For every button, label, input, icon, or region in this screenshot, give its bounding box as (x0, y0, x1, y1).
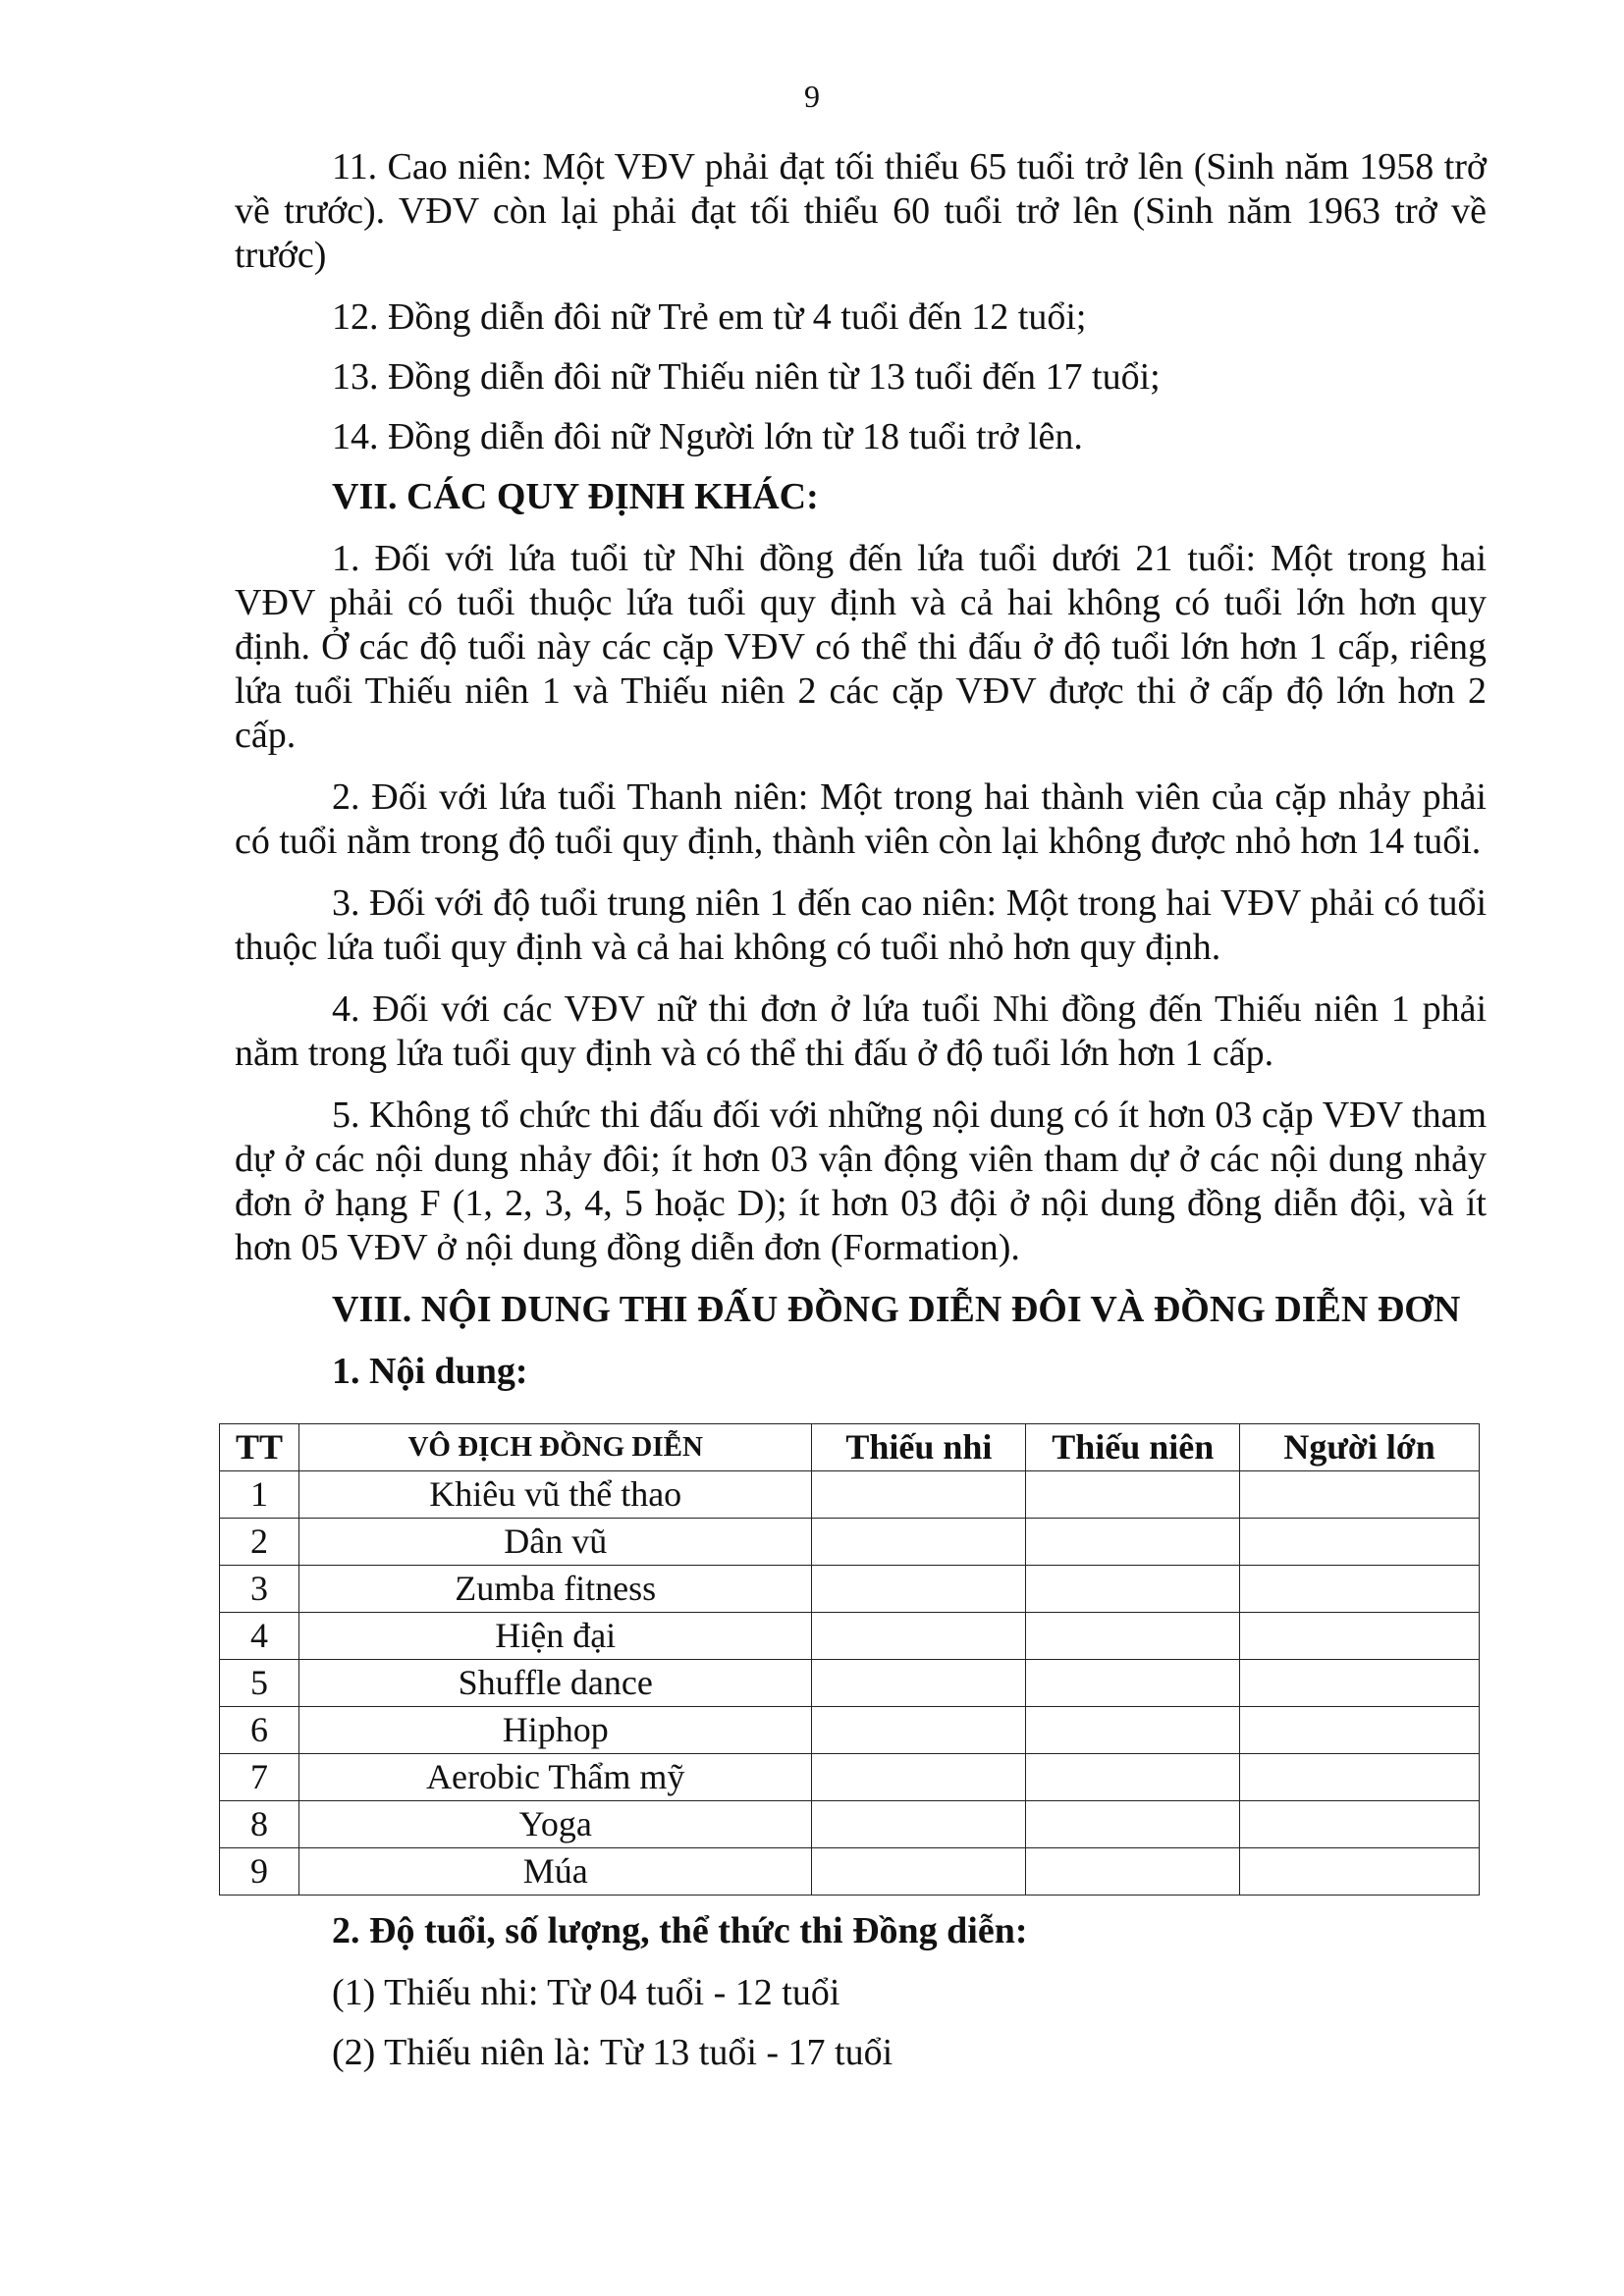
event-name: Shuffle dance (298, 1660, 812, 1707)
event-name: Múa (298, 1848, 812, 1896)
section-viii-sub2: 2. Độ tuổi, số lượng, thể thức thi Đồng diễn: (332, 1910, 1028, 1951)
age-item-children: (1) Thiếu nhi: Từ 04 tuổi - 12 tuổi (332, 1972, 840, 2013)
table-row (220, 1566, 1480, 1613)
header-adult: Người lớn (1240, 1424, 1480, 1471)
row-number: 1 (220, 1471, 299, 1519)
event-name: Khiêu vũ thể thao (298, 1471, 812, 1519)
header-event: VÔ ĐỊCH ĐỒNG DIỄN (298, 1424, 812, 1471)
section-vii-heading: VII. CÁC QUY ĐỊNH KHÁC: (332, 476, 819, 517)
header-children: Thiếu nhi (812, 1424, 1026, 1471)
event-name: Yoga (298, 1801, 812, 1848)
section-viii-sub1: 1. Nội dung: (332, 1351, 528, 1392)
row-number: 4 (220, 1613, 299, 1660)
row-number: 6 (220, 1707, 299, 1754)
row-number: 2 (220, 1519, 299, 1566)
row-number: 7 (220, 1754, 299, 1801)
event-name: Aerobic Thẩm mỹ (298, 1754, 812, 1801)
page-number: 9 (804, 79, 820, 114)
table-row (220, 1471, 1480, 1519)
row-number: 8 (220, 1801, 299, 1848)
table-row (220, 1613, 1480, 1660)
section-vii-paragraph-1: 1. Đối với lứa tuổi từ Nhi đồng đến lứa tuổi dưới 21 tuổi: Một trong hai VĐV phải có tuổi thuộc lứa tuổi quy định và cả hai không có tuổi lớn hơn quy định. Ở các độ tuổi này các cặp VĐV có thể thi đấu ở độ tuổi lớn hơn 1 cấp, riêng lứa tuổi Thiếu niên 1 và Thiếu niên 2 các cặp VĐV được thi ở cấp độ lớn hơn 2 cấp. (235, 538, 1487, 756)
table-row (220, 1754, 1480, 1801)
table-row (220, 1801, 1480, 1848)
table-row (220, 1660, 1480, 1707)
row-number: 9 (220, 1848, 299, 1896)
event-name: Dân vũ (298, 1519, 812, 1566)
row-number: 5 (220, 1660, 299, 1707)
row-number: 3 (220, 1566, 299, 1613)
header-tt: TT (220, 1424, 299, 1471)
age-item-youth: (2) Thiếu niên là: Từ 13 tuổi - 17 tuổi (332, 2032, 893, 2073)
section-vii-paragraph-4: 4. Đối với các VĐV nữ thi đơn ở lứa tuổi Nhi đồng đến Thiếu niên 1 phải nằm trong lứa tuổi quy định và có thể thi đấu ở độ tuổi lớn hơn 1 cấp. (235, 988, 1487, 1074)
event-name: Hiphop (298, 1707, 812, 1754)
section-vii-paragraph-5: 5. Không tổ chức thi đấu đối với những nội dung có ít hơn 03 cặp VĐV tham dự ở các nội dung nhảy đôi; ít hơn 03 vận động viên tham dự ở các nội dung nhảy đơn ở hạng F (1, 2, 3, 4, 5 hoặc D); ít hơn 03 đội ở nội dung đồng diễn đội, và ít hơn 05 VĐV ở nội dung đồng diễn đơn (Formation). (235, 1095, 1487, 1268)
table-row (220, 1848, 1480, 1896)
rule-13-youth-pair: 13. Đồng diễn đôi nữ Thiếu niên từ 13 tuổi đến 17 tuổi; (332, 356, 1161, 398)
table-row (220, 1707, 1480, 1754)
event-name: Hiện đại (298, 1613, 812, 1660)
rule-14-adult-pair: 14. Đồng diễn đôi nữ Người lớn từ 18 tuổi trở lên. (332, 416, 1083, 457)
document-body (235, 145, 1487, 2091)
section-vii-paragraph-2: 2. Đối với lứa tuổi Thanh niên: Một trong hai thành viên của cặp nhảy phải có tuổi nằm trong độ tuổi quy định, thành viên còn lại không được nhỏ hơn 14 tuổi. (235, 776, 1487, 862)
table-header-row (220, 1424, 1480, 1471)
rule-12-children-pair: 12. Đồng diễn đôi nữ Trẻ em từ 4 tuổi đến 12 tuổi; (332, 296, 1087, 338)
section-vii-paragraph-3: 3. Đối với độ tuổi trung niên 1 đến cao niên: Một trong hai VĐV phải có tuổi thuộc lứa tuổi quy định và cả hai không có tuổi nhỏ hơn quy định. (235, 882, 1487, 968)
section-viii-heading: VIII. NỘI DUNG THI ĐẤU ĐỒNG DIỄN ĐÔI VÀ ĐỒNG DIỄN ĐƠN (332, 1289, 1461, 1330)
rule-11-senior: 11. Cao niên: Một VĐV phải đạt tối thiểu 65 tuổi trở lên (Sinh năm 1958 trở về trước). VĐV còn lại phải đạt tối thiểu 60 tuổi trở lên (Sinh năm 1963 trở về trước) (235, 146, 1487, 276)
event-name: Zumba fitness (298, 1566, 812, 1613)
events-table (219, 1423, 1480, 1896)
header-youth: Thiếu niên (1026, 1424, 1240, 1471)
table-row (220, 1519, 1480, 1566)
